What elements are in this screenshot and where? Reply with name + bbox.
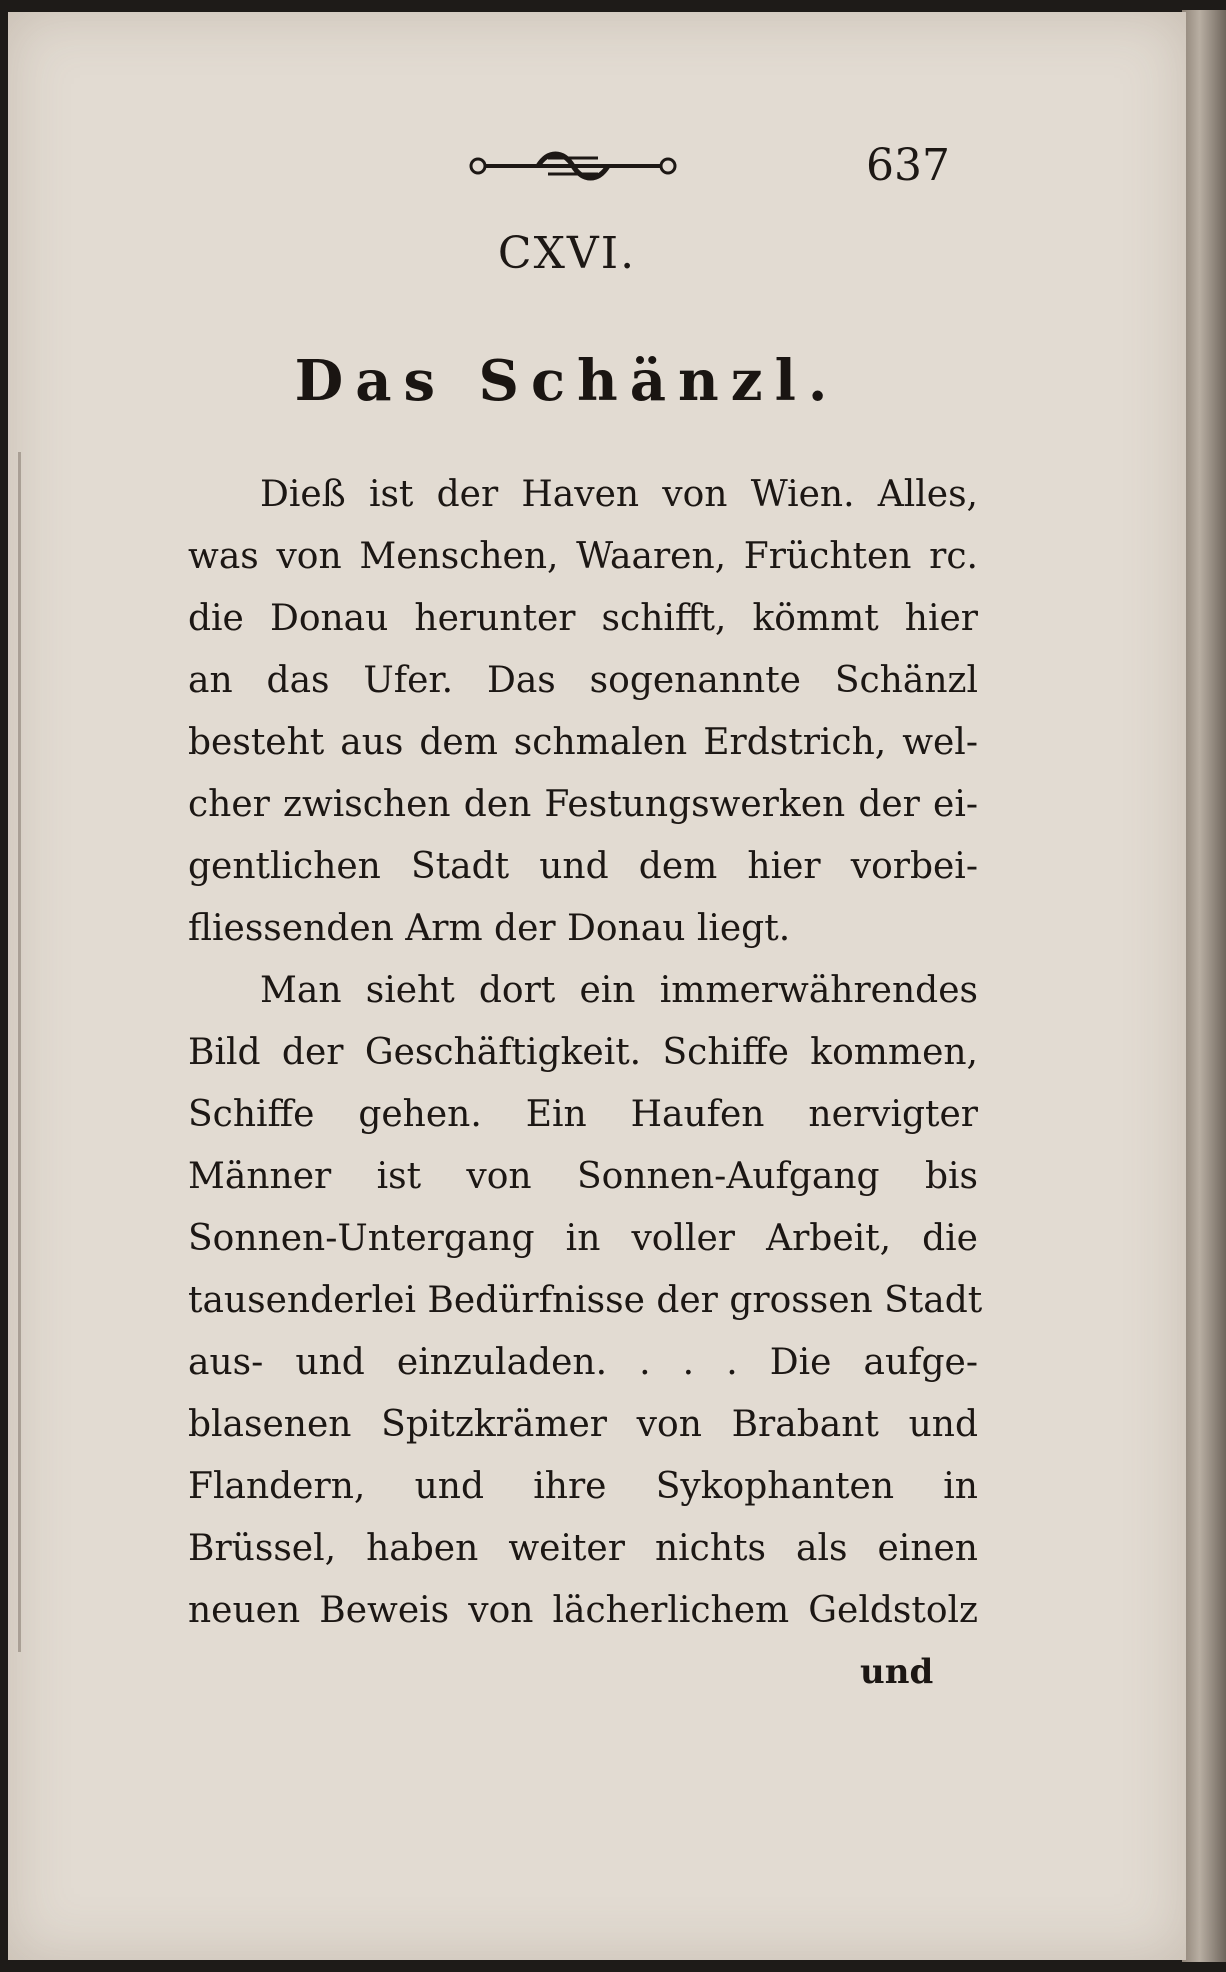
text-line: Schiffe gehen. Ein Haufen nervigter — [188, 1094, 978, 1135]
text-line: Man sieht dort ein immerwährendes — [260, 970, 978, 1011]
text-line: aus- und einzuladen. . . . Die aufge- — [188, 1342, 978, 1383]
page-header — [8, 140, 1186, 200]
text-line: die Donau herunter schifft, kömmt hier — [188, 598, 978, 639]
chapter-title: Das Schänzl. — [294, 348, 840, 414]
text-line: Dieß ist der Haven von Wien. Alles, — [260, 474, 978, 515]
book-page — [8, 12, 1186, 1960]
text-line: neuen Beweis von lächerlichem Geldstolz — [188, 1590, 978, 1631]
binding-shadow — [18, 452, 21, 1652]
text-line: Sonnen-Untergang in voller Arbeit, die — [188, 1218, 978, 1259]
text-line: Brüssel, haben weiter nichts als einen — [188, 1528, 978, 1569]
chapter-number: CXVI. — [497, 228, 637, 279]
text-line: Bild der Geschäftigkeit. Schiffe kommen, — [188, 1032, 978, 1073]
page-number: 637 — [866, 140, 950, 191]
ornamental-rule-icon — [468, 146, 678, 186]
page-stack-edge — [1182, 10, 1226, 1962]
text-line: Flandern, und ihre Sykophanten in — [188, 1466, 978, 1507]
text-line: blasenen Spitzkrämer von Brabant und — [188, 1404, 978, 1445]
text-line: besteht aus dem schmalen Erdstrich, wel- — [188, 722, 978, 763]
body-text — [188, 464, 983, 1642]
text-line: gentlichen Stadt und dem hier vorbei- — [188, 846, 978, 887]
text-line: was von Menschen, Waaren, Früchten rc. — [188, 536, 978, 577]
text-line: cher zwischen den Festungswerken der ei- — [188, 784, 978, 825]
text-line: Männer ist von Sonnen-Aufgang bis — [188, 1156, 978, 1197]
text-line: tausenderlei Bedürfnisse der grossen Stadt — [188, 1280, 983, 1321]
text-line: an das Ufer. Das sogenannte Schänzl — [188, 660, 978, 701]
catchword: und — [860, 1652, 934, 1692]
text-line: fliessenden Arm der Donau liegt. — [188, 908, 791, 949]
